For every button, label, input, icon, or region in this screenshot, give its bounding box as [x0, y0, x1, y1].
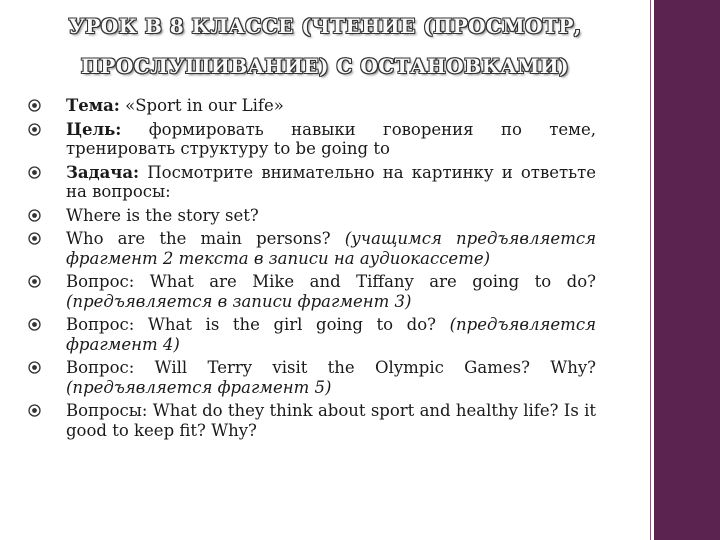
item-note: (предъявляется в записи фрагмент 3) [66, 291, 412, 311]
list-item [16, 315, 596, 354]
item-label: Задача: [66, 162, 140, 182]
bullet-list [16, 96, 596, 444]
item-text: формировать навыки говорения по теме, тренировать структуру to be going to [66, 119, 596, 158]
right-decorative-band [654, 0, 720, 540]
circled-dot-icon [28, 166, 41, 179]
list-item [16, 206, 596, 226]
title-line-1: УРОК В 8 КЛАССЕ (ЧТЕНИЕ (ПРОСМОТР, [68, 14, 582, 38]
list-item [16, 163, 596, 202]
item-text: Вопрос: Will Terry visit the Olympic Games? Why? [66, 358, 596, 377]
circled-dot-icon [28, 209, 41, 222]
circled-dot-icon [28, 318, 41, 331]
slide-title [20, 6, 630, 86]
circled-dot-icon [28, 99, 41, 112]
item-text: Who are the main persons? [66, 229, 345, 248]
list-item [16, 229, 596, 268]
item-note: (предъявляется фрагмент 5) [66, 377, 332, 397]
item-note: (предъявляется фрагмент 4) [66, 315, 596, 354]
circled-dot-icon [28, 361, 41, 374]
item-text: «Sport in our Life» [119, 96, 284, 115]
circled-dot-icon [28, 275, 41, 288]
circled-dot-icon [28, 232, 41, 245]
item-text: Вопрос: What are Mike and Tiffany are going to do? [66, 272, 596, 291]
item-label: Тема: [66, 96, 120, 115]
list-item [16, 120, 596, 159]
item-text: Вопрос: What is the girl going to do? [66, 315, 450, 334]
title-line-2: ПРОСЛУШИВАНИЕ) С ОСТАНОВКАМИ) [80, 54, 570, 78]
list-item [16, 358, 596, 397]
list-item [16, 96, 596, 116]
item-text: Посмотрите внимательно на картинку и ответьте на вопросы: [66, 162, 596, 201]
item-note: (учащимся предъявляется фрагмент 2 текста в записи на аудиокассете) [66, 229, 597, 268]
circled-dot-icon [28, 404, 41, 417]
list-item [16, 272, 596, 311]
circled-dot-icon [28, 123, 41, 136]
item-text: Where is the story set? [66, 205, 259, 225]
item-text: Вопросы: What do they think about sport and healthy life? Is it good to keep fit? Why? [66, 401, 596, 440]
list-item [16, 401, 596, 440]
item-label: Цель: [66, 119, 122, 139]
